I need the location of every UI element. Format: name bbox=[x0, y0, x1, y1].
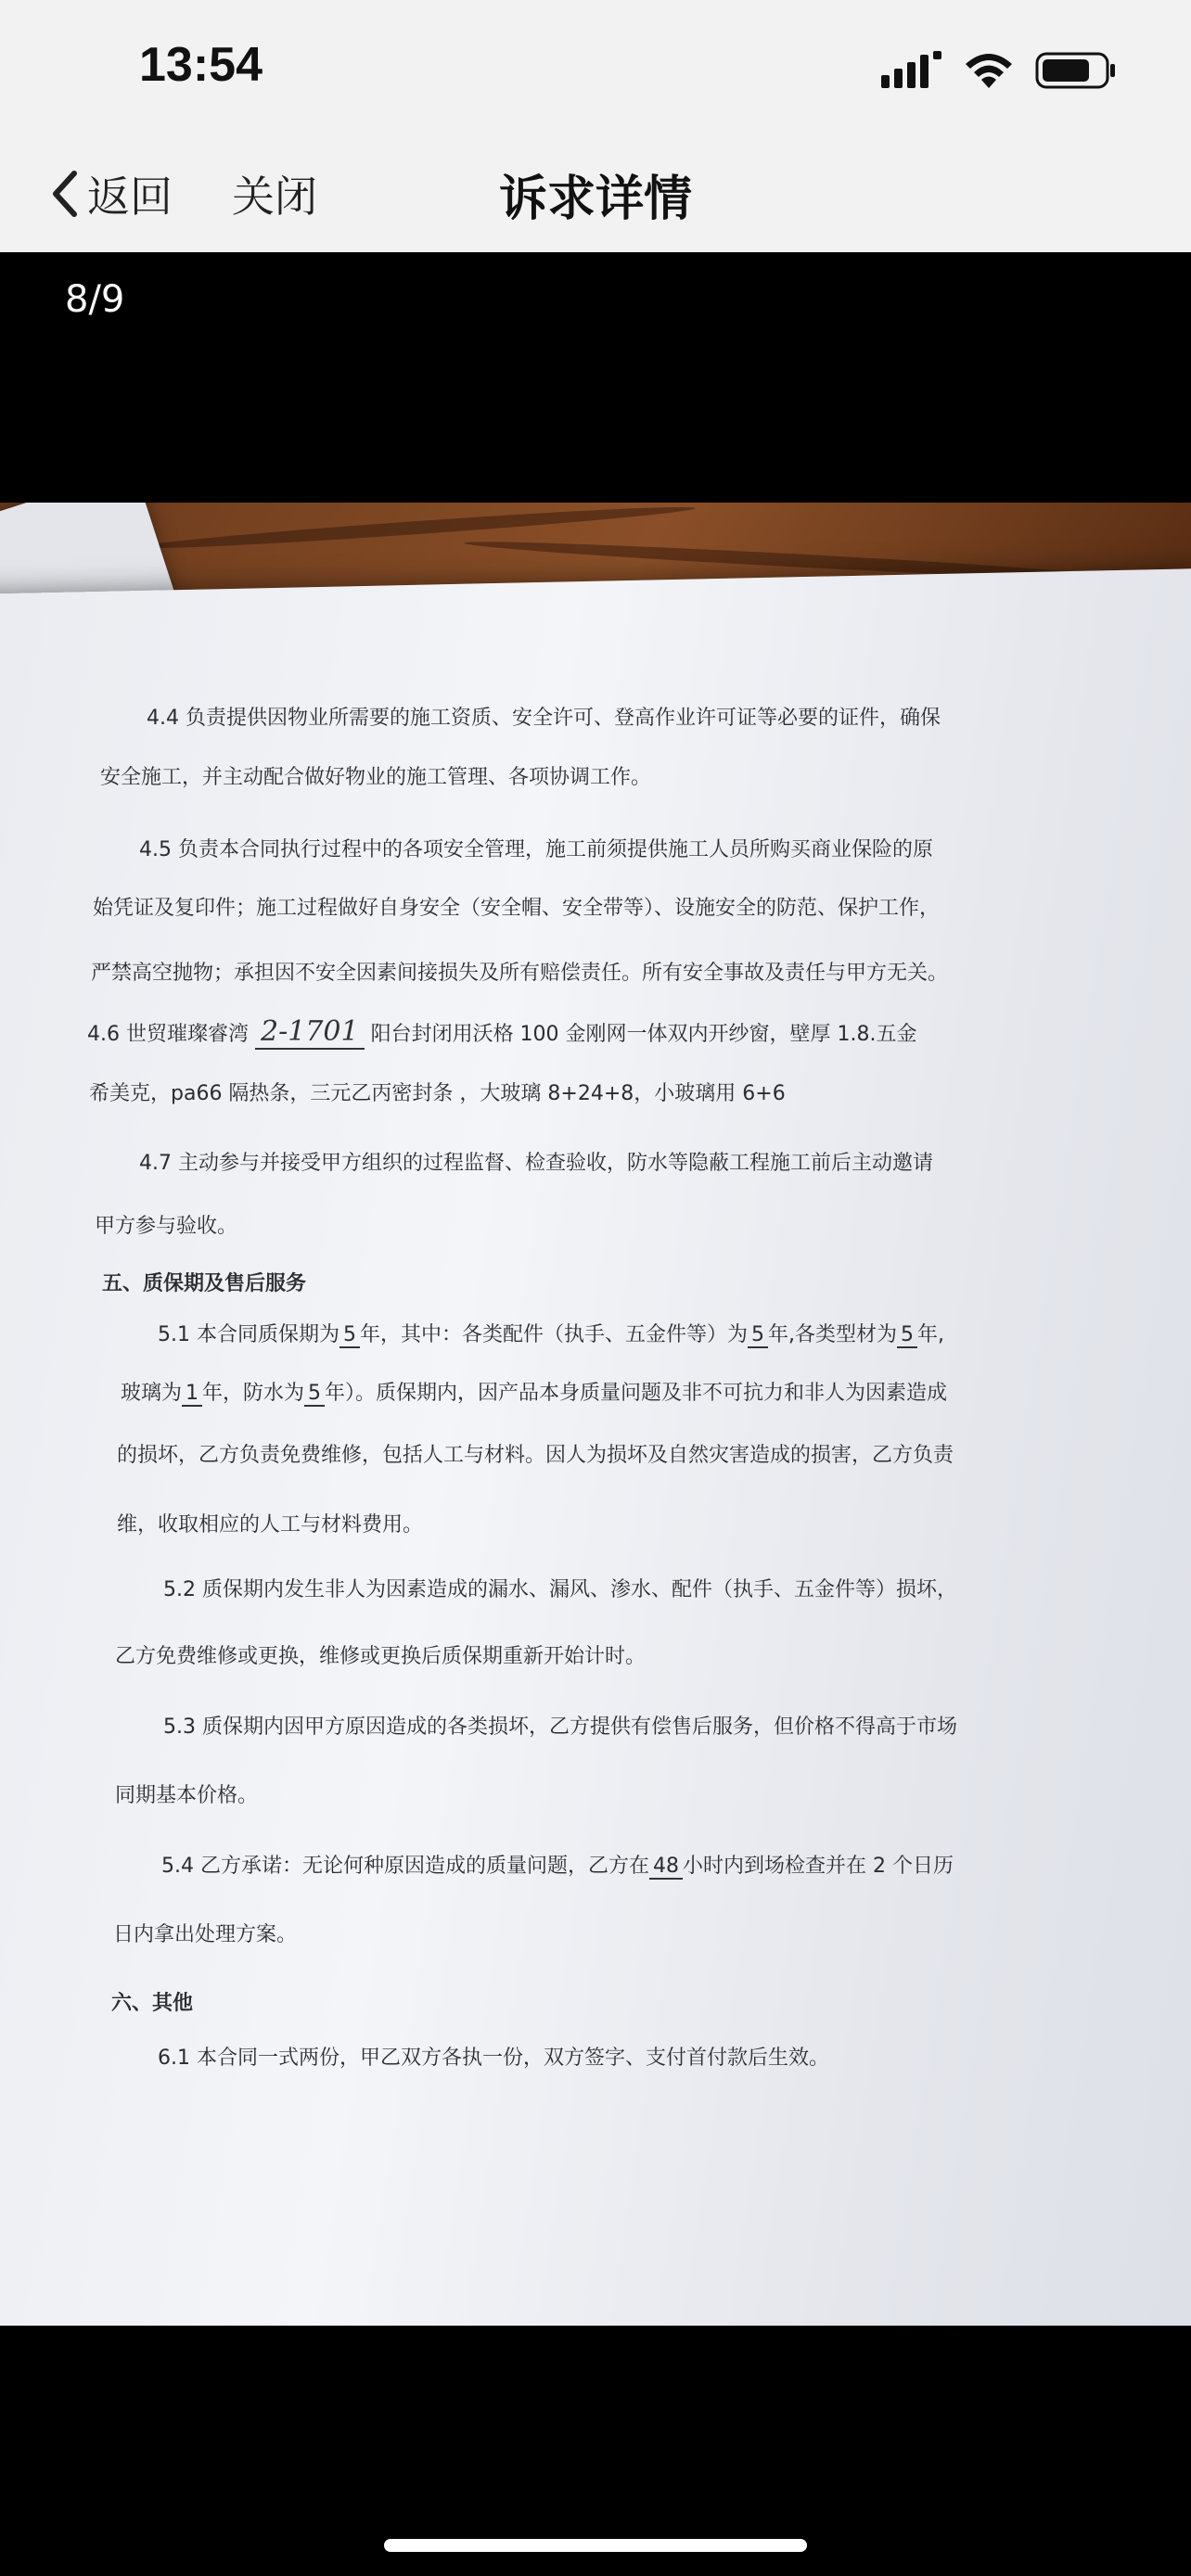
section-heading: 六、其他 bbox=[111, 1992, 194, 2015]
filled-value: 5 bbox=[897, 1323, 917, 1348]
close-button[interactable]: 关闭 bbox=[232, 172, 317, 222]
doc-line: 同期基本价格。 bbox=[115, 1784, 259, 1807]
doc-line: 4.4 负责提供因物业所需要的施工资质、安全许可、登高作业许可证等必要的证件，确保 bbox=[147, 707, 941, 730]
filled-value: 5 bbox=[748, 1323, 768, 1348]
status-bar bbox=[0, 0, 1191, 139]
doc-text: 年, bbox=[917, 1323, 944, 1346]
doc-text: 玻璃为 bbox=[121, 1382, 183, 1405]
doc-text: 5.4 乙方承诺：无论何种原因造成的质量问题，乙方在 bbox=[161, 1855, 649, 1878]
home-indicator[interactable] bbox=[384, 2539, 807, 2552]
doc-text: 年）。质保期内，因产品本身质量问题及非不可抗力和非人为因素造成 bbox=[325, 1382, 948, 1405]
filled-value: 48 bbox=[649, 1855, 683, 1880]
doc-line bbox=[158, 1319, 944, 1347]
filled-value: 1 bbox=[182, 1382, 202, 1407]
doc-text: 5.1 本合同质保期为 bbox=[158, 1323, 339, 1346]
doc-line: 5.2 质保期内发生非人为因素造成的漏水、漏风、渗水、配件（执手、五金件等）损坏， bbox=[163, 1578, 957, 1601]
doc-text: 年，其中：各类配件（执手、五金件等）为 bbox=[359, 1323, 748, 1346]
image-viewer[interactable] bbox=[0, 252, 1191, 2576]
section-heading: 五、质保期及售后服务 bbox=[102, 1272, 307, 1295]
filled-value: 5 bbox=[304, 1382, 325, 1407]
back-label: 返回 bbox=[87, 172, 173, 222]
status-time: 13:54 bbox=[139, 38, 263, 92]
page-indicator: 8/9 bbox=[65, 278, 125, 321]
doc-line: 5.3 质保期内因甲方原因造成的各类损坏，乙方提供有偿售后服务，但价格不得高于市场 bbox=[163, 1715, 957, 1739]
status-icons bbox=[881, 45, 1117, 96]
doc-line: 6.1 本合同一式两份，甲乙双方各执一份，双方签字、支付首付款后生效。 bbox=[158, 2047, 829, 2070]
doc-text: 小时内到场检查并在 2 个日历 bbox=[682, 1855, 954, 1878]
doc-line: 4.7 主动参与并接受甲方组织的过程监督、检查验收，防水等隐蔽工程施工前后主动邀请 bbox=[139, 1152, 933, 1175]
doc-line: 始凭证及复印件；施工过程做好自身安全（安全帽、安全带等）、设施安全的防范、保护工作， bbox=[93, 897, 941, 920]
nav-bar bbox=[0, 139, 1191, 252]
doc-line: 的损坏，乙方负责免费维修，包括人工与材料。因人为损坏及自然灾害造成的损害，乙方负责 bbox=[117, 1444, 954, 1467]
doc-line bbox=[121, 1377, 947, 1406]
doc-line: 4.5 负责本合同执行过程中的各项安全管理，施工前须提供施工人员所购买商业保险的原 bbox=[139, 838, 933, 861]
doc-line: 日内拿出处理方案。 bbox=[113, 1923, 298, 1946]
doc-text: 年，防水为 bbox=[202, 1382, 305, 1405]
filled-value: 5 bbox=[339, 1323, 360, 1348]
doc-line: 安全施工，并主动配合做好物业的施工管理、各项协调工作。 bbox=[100, 766, 652, 789]
doc-line: 甲方参与验收。 bbox=[95, 1215, 238, 1238]
doc-line: 乙方免费维修或更换，维修或更换后质保期重新开始计时。 bbox=[115, 1645, 647, 1668]
cellular-signal-icon bbox=[881, 51, 942, 90]
doc-text: 年,各类型材为 bbox=[768, 1323, 897, 1346]
doc-line bbox=[161, 1850, 954, 1879]
doc-line: 维，收取相应的人工与材料费用。 bbox=[117, 1513, 424, 1537]
battery-icon bbox=[1035, 50, 1117, 91]
doc-line: 严禁高空抛物；承担因不安全因素间接损失及所有赔偿责任。所有安全事故及责任与甲方无关。 bbox=[91, 962, 949, 985]
doc-line bbox=[87, 1015, 917, 1048]
wifi-icon bbox=[963, 51, 1015, 90]
page-title: 诉求详情 bbox=[498, 171, 692, 227]
document-photo[interactable] bbox=[0, 503, 1191, 2326]
doc-text: 4.6 世贸璀璨睿湾 bbox=[87, 1023, 249, 1046]
doc-text: 阳台封闭用沃格 100 金刚网一体双内开纱窗，壁厚 1.8.五金 bbox=[370, 1023, 917, 1046]
handwritten-unit-number: 2-1701 bbox=[255, 1015, 365, 1050]
doc-line: 希美克，pa66 隔热条，三元乙丙密封条 ，大玻璃 8+24+8，小玻璃用 6+6 bbox=[89, 1082, 786, 1105]
